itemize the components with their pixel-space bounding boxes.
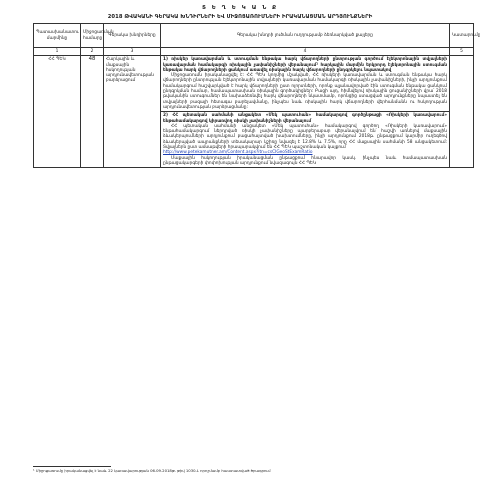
step-1-body: Միջոցառումն իրականացվել է: ՀՀ ՊԵԿ կողմից մշակված, ՀՀ ռիսկերի կառավարման և ստուգման ենթակա հարկ վճարողների ընտրության էլեկտրոնային տվյալների կառավարման համակարգի ռիսկային չափանիշների, ինչի արդյունքում համակարգում հաշվարկված է հարկ վճարողների ըստ ոլորտների, որոնք պլանավորված էին ստուգման ենթակա ցանկում ընդգրկման համար, համապատասխան ռիսկային գործակիցներ: Բացի այդ, հիմնվելով ռիսկային ցուցանիշների վրա՝ 2018 թվականին ստուգումներ են նախաձեռնվել հարկ վճարողների նկատմամբ, որոնցից ստացված արդյունքները նպաստել են տվյալների բազայի հետագա բարելավմանը, ինչպես նաև ռիսկային հարկ վճարողների վերհանմանն ու հսկողության արդյունավետության բարձրացմանը: [163,73,447,110]
column-number-row [34,48,474,56]
step-2-cell [161,112,450,168]
footnote-text: Միջոցառումը իրականացվել է նաև 22 կառավարության 06.09.2018թ. թիվ 1030-Լ որոշմամբ հաստատված ծրագրում [35,468,271,473]
footnote-divider [33,466,111,467]
header-row [34,24,474,48]
header-responsible: Պատասխանատու մարմինը [34,24,81,48]
col-number: 2 [81,48,104,56]
header-number: Միջոցառման համարը [81,24,104,48]
table-row [34,56,474,112]
responsible-body: ՀՀ ՊԵԿ [34,56,81,168]
col-number: 5 [450,48,474,56]
step-2-title: 2) ՀՀ պետական սահմանի անցակետ «Մեկ պատուհան» համակարգով գործընթացի «Ռիսկերի կառավարում» ենթահամակարգով կիրառվող ռիսկի չափանիշների վերանայում [163,113,447,124]
header-steps: Գերակա խնդրի լուծման ուղղությամբ ձեռնարկված քայլերը [161,24,450,48]
status-cell [450,56,474,168]
statistics-link[interactable]: http://www.petekamutner.am/Content.aspx?itn=csCIGeoStExamRatio [163,150,313,156]
col-number: 4 [161,48,450,56]
step-2-body: ՀՀ պետական սահմանի անցակետ «Մեկ պատուհան» համակարգով գործող «Ռիսկերի կառավարում» ենթահամակարգում ներդրված ռիսկի չափանիշները պարբերաբար վերանայվում են՝ հաշվի առնելով մաքսային ձևակերպումների արդյունքում բացահայտված խախտումները, ինչի արդյունքում 2018թ. ընթացքում կարմիր ուղեգծով ձևակերպված ապրանքների տեսակարար կշիռը նվազել է 12.8% և 7.5%, որը ՀՀ մաքսային սահմանի 58 անցակետում: Տվյալներն ըստ ամսաթվերի հրապարակվում են ՀՀ ՊԵԿ պաշտոնական կայքում՝ [163,123,447,151]
priority-problem: Հարկային և մաքսային հսկողության արդյունավետության բարձրացում [104,56,161,168]
document-title: Տ Ե Ղ Ե Կ Ա Ն Ք [201,5,279,11]
header-problems: Գերակա խնդիրները [104,24,161,48]
measure-number: 48 [81,56,104,168]
results-table [33,23,480,168]
step-2-tail: Մաքսային հսկողության իրականացման ընթացքում հնարավոր կասկ. ինչպես նաև համապատասխան ընթացակարգերի փոփոխության արդյունքում նվազագույն ՀՀ ՊԵԿ [163,155,447,166]
header-status: Կատարումը [450,24,474,48]
footnote [33,468,270,473]
col-number: 1 [34,48,81,56]
document-subtitle: 2018 ԹՎԱԿԱՆԻ ԳԵՐԱԿԱ ԽՆԴԻՐՆԵՐԻ ԵՎ ՄԻՋՈՑԱՌՈՒՄՆԵՐԻ ԻՐԱԿԱՆԱՑՄԱՆ ԱՐԴՅՈՒՆՔՆԵՐԻ [107,14,373,20]
footnote-marker: ¹ [33,468,35,473]
step-1-cell [161,56,450,112]
col-number: 3 [104,48,161,56]
step-1-title: 1) ռիսկեր կառավարման և ստուգման ենթակա հարկ վճարողների ընտրության գործում էլեկտրոնային տվյալների կառավարման համակարգի ռիսկային չափանիշների վերանայում¹ հարկային մարմին երկրորդ էլեկտրոնային ստուգման ենթակա հարկ վճարողների ցանկում առավել ռիսկային հարկ վճարողների ընդգրկելու նպատակով [163,57,447,73]
